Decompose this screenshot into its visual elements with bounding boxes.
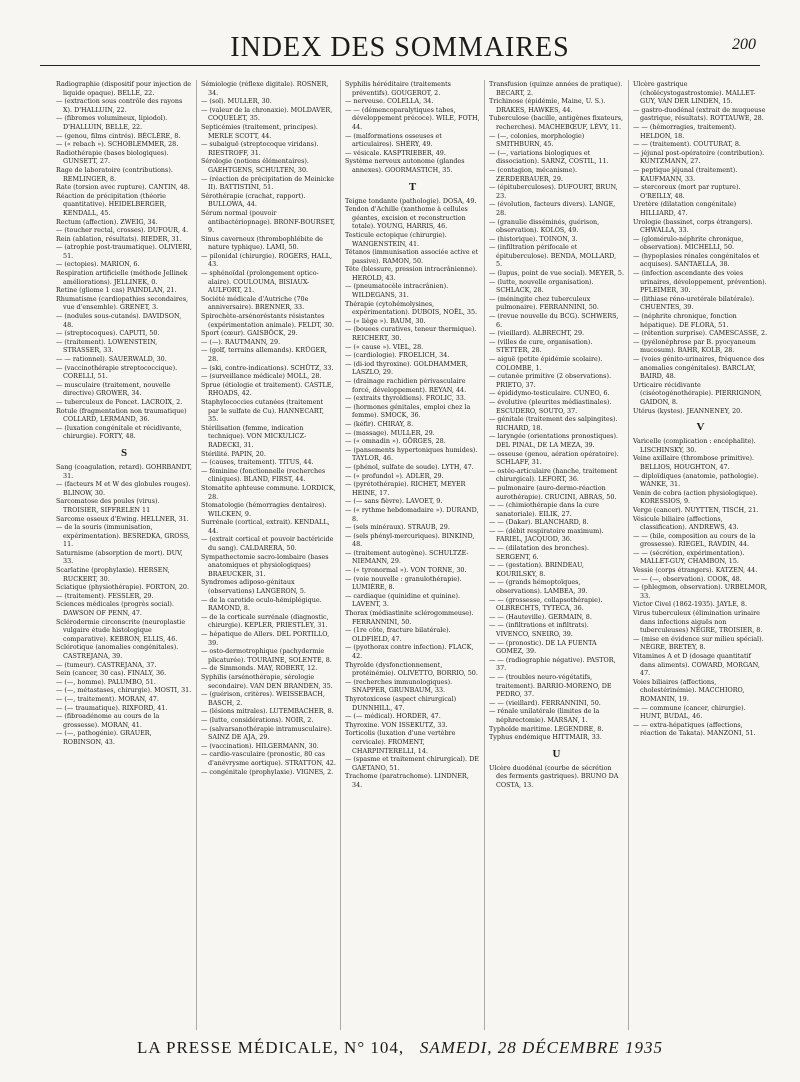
index-entry: — — (sécrétion, expérimentation). MALLET-GUY, CHAMBON, 15.: [633, 548, 745, 566]
index-entry: — (« rebach »). SCHOBLEMMER, 28.: [56, 140, 179, 149]
index-entry: — (salvarsanothérapie intramusculaire). SAINZ DE AJA, 29.: [201, 724, 332, 742]
index-entry: — — (gestation). BRINDEAU, KOURILSKY, 8.: [489, 561, 584, 578]
index-entry: — cardio-vasculaire (pronostic, 80 cas d'anévrysme aortique). STRATTON, 42.: [201, 750, 336, 767]
index-entry: — subaiguë (streptocoque viridans). RIESTROFF, 31.: [201, 140, 319, 157]
index-entry: — (pansements hypertoniques humides). TAYLOR, 46.: [345, 445, 478, 463]
index-entry: — (infiltration périfocale et épituberculose). BENDA, MOLLARD, 5.: [489, 243, 617, 269]
index-entry: Typhoïde maritime. LEGENDRE, 8.: [489, 724, 604, 733]
index-entry: — sphénoïdal (prolongement optico-alaire). COULOUMA, BISIAUX-AULFORT, 21.: [201, 269, 319, 295]
index-entry: Ulcère gastrique (cholécystogastrostomie). MALLET-GUY, VAN DER LINDEN, 15.: [633, 80, 756, 106]
index-entry: — — (démencoparalytiques tabes, développement précoce). WILE, FOTH, 44.: [345, 105, 480, 131]
page-footer: [40, 1038, 760, 1058]
index-entry: — (facteurs M et W des globules rouges). BLINOW, 30.: [56, 480, 191, 497]
index-entry: — génitale (traitement des salpingites). RICHARD, 18.: [489, 415, 618, 432]
index-entry: — (vaccinothérapie streptococcique). CORELLI, 51.: [56, 363, 178, 381]
index-entry: — (toucher rectal, crosses). DUFOUR, 4.: [56, 226, 189, 235]
index-entry: — (causes, traitement). TITUS, 44.: [201, 458, 314, 467]
index-entry: — aiguë (petite épidémie scolaire). COLOMBE, 1.: [489, 355, 603, 372]
index-entry: — — (traitement). COUTURAT, 8.: [633, 140, 741, 149]
index-entry: Stomatologie (hémorragies dentaires). WILCKEN, 9.: [201, 501, 327, 518]
index-entry: — cardiaque (quinidine et quinine). LAVENT, 3.: [345, 591, 461, 609]
index-entry: — (streptocoques). CAPUTI, 50.: [56, 329, 160, 338]
index-entry: — (sels phényl-mercuriques). BINKIND, 48.: [345, 531, 475, 549]
index-entry: — (lutte, considérations). NOIR, 2.: [201, 715, 314, 724]
index-entry: — (« profundol »). ADLER, 29.: [345, 471, 444, 480]
index-entry: Sclérotique (anomalies congénitales). CASTREJANA, 39.: [56, 643, 179, 660]
index-entry: — (—, pathogénie). GRAUER, ROBINSON, 43.: [56, 729, 152, 746]
index-entry: Sarcomatose des poules (virus). TROISIER, SIFFRELEN 11: [56, 497, 160, 514]
index-entry: — (méningite chez tuberculeux pulmonaire). FERRANNINI, 50.: [489, 294, 599, 312]
index-entry: Syndromes adiposo-génitaux (observations) LANGERON, 5.: [201, 578, 306, 596]
index-entry: — de la carotide oculo-hémiplégique. RAMOND, 8.: [201, 595, 322, 613]
index-entry: — — (infiltrations et infiltrats). VIVENCO, SNEIRO, 39.: [489, 621, 589, 638]
index-entry: — (massage). MULLER, 29.: [345, 428, 435, 437]
index-entry: — (extrait cortical et pouvoir bactéricide du sang). CALDARERA, 50.: [201, 535, 334, 553]
index-entry: Teigne tondante (pathologie). DOSA, 49.: [345, 196, 477, 205]
index-entry: — pulmonaire (auro-dermo-réaction aurothérapie). CRUCINI, ABRAS, 50.: [489, 483, 617, 501]
section-letter: U: [552, 747, 561, 760]
index-entry: — (drainage rachidien périvasculaire forcé, développement). REYAN, 44.: [345, 377, 467, 394]
index-entry: — (—). RAUTMANN, 29.: [201, 337, 281, 346]
index-entry: — (traitement autogène). SCHULTZE-NIEMANN, 29.: [345, 548, 469, 566]
index-entry: Sang (coagulation, retard). GOHRBANDT, 31.: [56, 462, 192, 480]
index-entry: Sympathectomie sacro-lombaire (bases anatomiques et physiologiques) BRAEUCKER, 31.: [201, 552, 329, 578]
index-entry: — évolutive (pleurites médiastinales). ESCUDERO, SOUTO, 37.: [489, 397, 612, 415]
index-entry: — gastro-duodénal (extrait de muqueuse gastrique, résultats). ROTTAUWE, 28.: [633, 105, 766, 123]
index-entry: — (lésions mitrales). LUTEMBACHER, 8.: [201, 707, 334, 716]
index-entry: — (—, traitement). MORAN, 47.: [56, 694, 159, 703]
index-entry: Radiothérapie (bases biologiques). GUNSETT, 27.: [56, 148, 169, 166]
index-entry: — de Simmonds. MAY, ROBERT, 12.: [201, 664, 318, 673]
index-entry: — (pyothorax contre infection). FLACK, 42.: [345, 643, 474, 660]
index-entry: — (sol). MULLER, 30.: [201, 97, 272, 106]
index-entry: — (mise en évidence sur milieu spécial). NÈGRE, BRETEY, 8.: [633, 634, 764, 652]
index-entry: Stomatite aphteuse commune. LORDICK, 28.: [201, 483, 336, 501]
index-entry: — (spasme et traitement chirurgical). DE GAETANO, 51.: [345, 755, 479, 772]
index-entry: — (malformations osseuses et articulaires). SHÉRY, 49.: [345, 131, 442, 149]
index-entry: Tuberculose (bacille, antigènes fixateurs, recherches). MACHEBŒUF, LÉVY, 11.: [489, 114, 624, 131]
index-column: [196, 80, 340, 1030]
index-entry: — (rétention surprise). CAMESCASSE, 2.: [633, 329, 768, 338]
index-entry: — (fibroadénome au cours de la grossesse). MORAN, 41.: [56, 712, 160, 729]
index-entry: Urticaire récidivante (ciséotogénothérapie). PIERRIGNON, GAIDON, 8.: [633, 380, 762, 406]
index-entry: Thérapie (cytohémolysines, expérimentation). DUBOIS, NOËL, 35.: [345, 299, 478, 317]
index-entry: Thyroïde (dysfonctionnement, protéinémie). OLIVETTO, BORRIO, 50.: [345, 660, 478, 678]
index-entry: — (kéfir). CHIRAY, 8.: [345, 419, 414, 428]
index-entry: — (« tyronormal »). VON TORNE, 30.: [345, 566, 467, 575]
index-entry: Veine axillaire (thrombose primitive). BELLIOS, HOUGHTON, 47.: [633, 454, 755, 471]
index-entry: — vésicale. KASPTRIEBER, 49.: [345, 148, 446, 157]
index-entry: Sciences médicales (progrès social). DAWSON OF PENN, 47.: [56, 600, 174, 618]
index-entry: — — (bile, composition au cours de la grossesse). RIEGEL, RAVDIN, 44.: [633, 531, 756, 549]
index-entry: — diploïdiques (anatomie, pathologie). WANKE, 31.: [633, 471, 759, 489]
index-entry: — (voie nouvelle : granulothérapie). LUMIÈRE, 8.: [345, 574, 462, 592]
index-entry: Tétanos (immunisation associée active et passive). RAMON, 50.: [345, 248, 479, 265]
index-entry: Testicule ectopique (chirurgie). WANGENSTEIN, 41.: [345, 230, 447, 248]
index-entry: — — (dilatation des bronches). SERGENT, 6.: [489, 544, 589, 561]
index-entry: Rhumatisme (cardiopathies secondaires, vue d'ensemble). GRENET, 3.: [56, 294, 189, 312]
index-entry: — peptique jéjunal (traitement). KAUFMANN, 33.: [633, 165, 738, 183]
index-entry: — (hormones génitales, emploi chez la femme). SMOCK, 36.: [345, 402, 471, 420]
index-entry: — (« liège »). BAUM, 30.: [345, 316, 426, 325]
index-entry: Tête (blessure, pression intracrânienne). HEROLD, 43.: [345, 265, 478, 282]
index-entry: — congénitale (prophylaxie). VIGNES, 2.: [201, 767, 334, 776]
index-entry: Scarlatine (prophylaxie). HERSEN, RUCKERT, 30.: [56, 566, 170, 583]
index-entry: — (extraits thyroïdiens). FROLIC, 33.: [345, 394, 466, 403]
index-entry: Virus tuberculeux (élimination urinaire dans infections aiguës non tuberculeuses) NÈGRE, TROISIER, 8.: [633, 609, 763, 635]
index-entry: Rein (ablation, résultats). RIEDER, 31.: [56, 234, 182, 243]
index-entry: — (pyrétothérapie). RICHET, MEYER HEINE, 17.: [345, 480, 466, 497]
index-entry: Retine (gliome 1 cas) PAINDLAN, 21.: [56, 286, 177, 295]
footer-journal: LA PRESSE MÉDICALE, N° 104,: [137, 1038, 405, 1057]
section-letter: V: [696, 421, 705, 434]
index-entry: Sport (cœur). GAISBÖCK, 29.: [201, 329, 298, 338]
index-entry: — (1re côte, fracture bilatérale). OLDFIELD, 47.: [345, 626, 451, 643]
index-entry: Syphilis (arsénothérapie, sérologie secondaire). VAN DEN BRANDEN, 35.: [201, 672, 333, 690]
index-columns: [52, 80, 772, 1030]
index-entry: — (— traumatique). RIXFORD, 41.: [56, 703, 168, 712]
section-letter: T: [408, 180, 417, 193]
index-column: [628, 80, 772, 1030]
index-column: [52, 80, 196, 1030]
index-entry: Thyroxine. VON ISSEKUTZ, 33.: [345, 720, 448, 729]
index-entry: — — (—, observation). COOK, 48.: [633, 574, 742, 583]
index-entry: — (tumeur). CASTREJANA, 37.: [56, 660, 157, 669]
index-entry: Rectum (affection). ZWEIG, 34.: [56, 217, 158, 226]
index-entry: Varicelle (complication : encéphalite). LISCHINSKY, 30.: [633, 437, 756, 454]
index-entry: — (—, métastases, chirurgie). MOSTI, 31.: [56, 686, 192, 695]
index-entry: Sérum normal (pouvoir antibactériopnage). BRONF-BOURSET, 9.: [201, 208, 336, 235]
index-entry: — (infection ascendante des voies urinaires, développement, prévention). PFLEIMER, 30.: [633, 269, 767, 295]
index-entry: — — (Hauteville). GERMAIN, 8.: [489, 612, 592, 621]
index-entry: — (pneumatocèle intracrânien). WILDEGANS, 31.: [345, 282, 449, 300]
index-entry: — (—, variations biologiques et dissociation). SARNZ, COSTIL, 11.: [489, 148, 609, 166]
index-entry: Trichinose (épidémie, Maine, U. S.). DRAKES, HAWKES, 44.: [489, 97, 606, 114]
index-entry: Stérilisation (femme, indication technique). VON MICKULICZ-RADECKI, 31.: [201, 423, 307, 449]
index-entry: — (néphrite chronique, fonction hépatique). DE FLORA, 51.: [633, 312, 737, 329]
index-entry: Sclérodermie circonscrite (neuroplastie vulgaire étude histologique comparative). KEBRON, ELLIS, 46.: [56, 617, 186, 643]
index-entry: — — (Dakar). BLANCHARD, 8.: [489, 518, 589, 527]
index-entry: Sprue (étiologie et traitement). CASTLE, RHOADS, 42.: [201, 380, 334, 398]
index-entry: — — extra-hépatiques (affections, réaction de Takata). MANZONI, 51.: [633, 720, 756, 738]
index-entry: Vitamines A et D (dosage quantitatif dans aliments). COWARD, MORGAN, 47.: [633, 652, 760, 678]
index-entry: — (sels minéraux). STRAUB, 29.: [345, 523, 450, 532]
index-entry: — (vieillard). ALBRECHT, 29.: [489, 329, 585, 338]
index-entry: — (traitement). LOWENSTEIN, STRASSER, 33.: [56, 337, 158, 355]
index-entry: Rate (torsion avec rupture). CANTIN, 48.: [56, 183, 190, 192]
index-entry: Torticolis (luxation d'une vertèbre cervicale). FROMENT, CHARPINTERELLI, 14.: [345, 729, 456, 755]
index-entry: — (contagion, mécanisme). ZERDERBAUER, 29.: [489, 165, 578, 183]
index-entry: — — (troubles neuro-végétatifs, traitement). BARRIO-MORENO, DE PEDRO, 37.: [489, 672, 612, 699]
index-entry: — (granulie disséminés, guérison, observation). KOLOS, 49.: [489, 217, 600, 235]
index-entry: — stercoreux (mort par rupture). O'REILLY, 48.: [633, 183, 741, 200]
footer-date: SAMEDI, 28 DÉCEMBRE 1935: [419, 1038, 663, 1057]
index-entry: — de la corticale surrénale (diagnostic, chirurgie). KEPLER, PRIESTLEY, 31.: [201, 612, 329, 630]
index-entry: — (revue nouvelle du BCG). SCHWERS, 6.: [489, 312, 619, 329]
index-entry: — — (vieillard). FERRANNINI, 50.: [489, 698, 601, 707]
index-entry: Trachome (paratrachome). LINDNER, 34.: [345, 772, 469, 789]
index-entry: — (—, homme). PALUMBO, 51.: [56, 677, 156, 686]
index-entry: — (atrophie post-traumatique). OLIVIERI, 51.: [56, 243, 192, 260]
index-entry: Uretère (dilatation congénitale) HILLIARD, 47.: [633, 200, 737, 217]
index-entry: Respiration artificielle (méthode Jellinek améliorations). JELLINEK, 0.: [56, 269, 188, 286]
index-entry: — — (débit respiratoire maximum). FARIEL, JACQUOD, 36.: [489, 526, 604, 544]
index-entry: — féminine (fonctionnelle (recherches cliniques). BLAND, FIRST, 44.: [201, 466, 326, 484]
index-entry: — (ski, contre-indications). SCHÜTZ, 33.: [201, 363, 334, 372]
index-column: [484, 80, 628, 1030]
index-entry: — (voies génito-urinaires, fréquence des anomalies congénitales). BARCLAY, BAIRD, 48.: [633, 355, 765, 381]
page-header: [40, 26, 760, 66]
index-entry: — osseuse (genou, aération opératoire). SCHLAFF, 31.: [489, 449, 619, 467]
index-entry: Voies biliaires (affections, cholestérinémie). MACCHIORO, ROMANIN, 19.: [633, 677, 745, 703]
index-entry: Venin de cobra (action physiologique). KORESSIOS, 9.: [633, 488, 758, 506]
index-entry: — — commune (cancer, chirurgie). HUNT, BUDAL, 46.: [633, 703, 746, 721]
index-entry: Système nerveux autonome (glandes annexes). GOORMASTICH, 35.: [345, 157, 465, 174]
index-entry: Typhus endémique HITTMAIR, 33.: [489, 733, 602, 742]
index-entry: — laryngée (orientations pronostiques). DEL PINAL, DE LA MEZA, 39.: [489, 432, 618, 449]
index-entry: — (ectopies). MARION, 6.: [56, 260, 140, 269]
index-entry: Sérologie (notions élémentaires). GAEHTGENS, SCHULTEN, 30.: [201, 157, 309, 174]
index-entry: Sarcome osseux d'Ewing. HELLNER, 31.: [56, 514, 189, 523]
index-entry: — rénale unilatérale (limites de la néphrectomie). MARSAN, 1.: [489, 707, 600, 724]
index-entry: — (« rythme hebdomadaire »). DURAND, 8.: [345, 505, 479, 523]
index-entry: — — (chimiothérapie dans la cure sanatoriale). EILIK, 27.: [489, 501, 600, 518]
index-entry: — — rationnel). SAUERWALD, 30.: [56, 355, 167, 363]
index-entry: — — (pronostic). DE LA FUENTA GOMEZ, 39.: [489, 638, 597, 656]
index-entry: — — (hémorragies, traitement). HELDON, 18.: [633, 122, 737, 140]
index-entry: Radiographie (dispositif pour injection de liquide opaque). BELLE, 22.: [56, 80, 192, 97]
index-entry: Rage de laboratoire (contributions). REMLINGER, 8.: [56, 165, 173, 183]
index-entry: — (cardiologie). FROELICH, 34.: [345, 351, 450, 360]
index-entry: — — (radiographie négative). PASTOR, 37.: [489, 655, 616, 673]
index-entry: — (— médical). HORDER, 47.: [345, 712, 441, 721]
index-entry: — musculaire (traitement, nouvelle directive) GROWER, 34.: [56, 380, 171, 398]
index-entry: — osto-dermotrophique (pachydermie plicaturée). TOURAINE, SOLENTE, 8.: [201, 647, 332, 664]
index-entry: Sémiologie (réflexe digitale). ROSNER, 34.: [201, 80, 329, 97]
index-entry: Saturnisme (absorption de mort). DUV, 33.: [56, 548, 183, 566]
index-entry: Vésicule biliaire (affections, classification). ANDREWS, 43.: [633, 514, 739, 532]
index-entry: Sinus caverneux (thrombophlébite de nature typhique). LAMI, 50.: [201, 234, 323, 252]
index-entry: — (pyélonéphrose par B. pyocyaneum mucosum). BAHR, KOLB, 28.: [633, 337, 756, 355]
index-entry: — (bouees curatives, teneur thermique). REICHERT, 30.: [345, 325, 477, 343]
index-entry: — cutanée primitive (2 observations). PRIETO, 37.: [489, 372, 611, 389]
index-entry: Thorax (médiastinite sclérogommeuse). FERRANNINI, 50.: [345, 609, 474, 626]
index-entry: — (historique). TOINON, 3.: [489, 234, 578, 243]
index-entry: Urologie (bassinet, corps étrangers). CHWALLA, 33.: [633, 217, 753, 235]
index-entry: Thyrotoxicose (aspect chirurgical) DUNNHILL, 47.: [345, 694, 457, 712]
index-entry: — (« cause »). VIEL, 28.: [345, 342, 424, 351]
index-entry: — (« omnadin »). GÖRGES, 28.: [345, 437, 446, 446]
index-entry: — (— sans fièvre). LAVOET, 9.: [345, 497, 443, 506]
index-entry: — (évolution, facteurs divers). LANGE, 28.: [489, 200, 616, 217]
index-entry: Sérothérapie (crachat, rapport). BULLOWA, 44.: [201, 191, 306, 209]
index-entry: — hépatique de Allers. DEL PORTILLO, 39.: [201, 630, 330, 647]
index-entry: Syphilis héréditaire (traitements préventifs). GOUGEROT, 2.: [345, 80, 451, 97]
index-entry: — nerveuse. COLELLA, 34.: [345, 97, 434, 106]
index-entry: — (traitement). FESSLER, 29.: [56, 591, 154, 600]
index-entry: — — (grossesse, collapsothérapie). OLBRECHTS, TYTECA, 36.: [489, 595, 603, 613]
index-entry: Rotule (fragmentation non traumatique) COLLARD, LERMAND, 36.: [56, 406, 187, 424]
index-entry: Sciatique (physiothérapie). FORTON, 20.: [56, 583, 190, 592]
page-number: 200: [732, 36, 756, 53]
index-entry: — — (grands hémoptoïques, observations). LAMBEA, 39.: [489, 578, 588, 596]
section-letter: S: [120, 446, 128, 459]
index-entry: — (—, colonies, morphologie) SMITHBURN, 45.: [489, 131, 585, 149]
index-entry: — (phlegmon, observation). URBELMOR, 33.: [633, 583, 768, 600]
page-title: INDEX DES SOMMAIRES: [230, 32, 570, 63]
index-entry: — (vaccination). HILGERMANN, 30.: [201, 741, 319, 750]
index-entry: Surrénale (cortical, extrait). KENDALL, 44.: [201, 518, 330, 535]
index-entry: — (fibromes volumineux, lipiodol). D'HALLUIN, BELLE, 22.: [56, 114, 168, 131]
index-entry: — (nodules sous-cutanés). DAVIDSON, 48.: [56, 312, 182, 329]
index-entry: — (hypoplasies rénales congénitales et acquises). SANTAELLA, 38.: [633, 251, 760, 269]
index-entry: — jéjunal post-opératoire (contribution). KUNTZMANN, 27.: [633, 148, 765, 166]
index-entry: — (golf, terrains allemands). KRÜGER, 28.: [201, 346, 328, 363]
index-entry: — (lupus, point de vue social). MEYER, 5.: [489, 269, 624, 278]
index-entry: Utérus (kystes). JEANNENEY, 20.: [633, 406, 743, 415]
index-entry: — (surveillance médicale) MOLL, 28.: [201, 372, 322, 381]
index-entry: — (genou, films cintrés). BÉCLÈRE, 8.: [56, 131, 181, 140]
index-entry: — (lutte, nouvelle organisation). SCHLACK, 28.: [489, 277, 594, 295]
index-entry: Transfusion (quinze années de pratique). BECART, 2.: [489, 80, 623, 97]
index-entry: — (épituberculoses). DUFOURT, BRUN, 23.: [489, 183, 618, 200]
index-entry: Vessie (corps étrangers). KATZEN, 44.: [633, 566, 758, 575]
index-entry: — ostéo-articulaire (hanche, traitement chirurgical). LEFORT, 36.: [489, 466, 618, 484]
index-entry: — (guérison, critères). WEISSEBACH, BASCH, 2.: [201, 690, 325, 707]
index-entry: Société médicale d'Autriche (70e anniversaire). BRENNER, 33.: [201, 294, 309, 312]
index-entry: — épididymo-testiculaire. CUNEO, 6.: [489, 389, 610, 398]
index-entry: — (di-iod thyroxine). GOLDHAMMER, LASZLO, 29.: [345, 359, 469, 377]
index-entry: Spirochète-arsénoréstants résistantes (expérimentation animale). FELDT, 30.: [201, 312, 335, 329]
index-entry: Stérilité. PAPIN, 20.: [201, 449, 266, 458]
index-entry: — (luxation congénitale et récidivante, chirurgie). FORTY, 48.: [56, 423, 182, 441]
index-entry: Ulcère duodénal (courbe de sécrétion des ferments gastriques). BRUNO DA COSTA, 13.: [489, 763, 619, 789]
index-entry: — (réaction de précipitation de Meinicke II). BATTISTINI, 51.: [201, 174, 334, 192]
index-entry: Sein (cancer, 30 cas). FINALY, 36.: [56, 669, 167, 678]
index-entry: Réaction de précipitation (théorie quantitative). HEIDELBERGER, KENDALL, 45.: [56, 191, 167, 217]
index-entry: Staphylococcies cutanées (traitement par le sulfate de Cu). HANNECART, 35.: [201, 397, 324, 424]
header-rule: [40, 65, 760, 66]
index-entry: Victor Civel (1862-1935). JAYLE, 8.: [633, 600, 747, 609]
index-column: [340, 80, 484, 1030]
index-entry: — (glomérulo-néphrite chronique, observation). MICHELLI, 50.: [633, 234, 744, 252]
index-entry: — pilonidal (chirurgie). ROGERS, HALL, 43.: [201, 251, 333, 269]
index-entry: — tuberculeux de Poncet. LACROIX, 2.: [56, 397, 183, 406]
index-entry: Tendon d'Achille (xanthome à cellules géantes, excision et reconstruction totale). YOUNG, HARRIS, 46.: [345, 205, 468, 231]
index-entry: Verge (cancer). NUYTTEN, TISCH, 21.: [633, 505, 759, 514]
index-entry: — (lithiase réno-uretérale bilatérale). CHUENTES, 39.: [633, 294, 755, 312]
index-entry: — de la souris (immunisation, expérimentation). BESREDKA, GROSS, 11.: [56, 523, 190, 549]
index-entry: — (phénol, sulfate de soude). LYTH, 47.: [345, 462, 474, 471]
index-entry: — (villes de cure, organisation). STETTER, 28.: [489, 337, 593, 355]
index-entry: — (valeur de la chronaxie). MOLDAVER, COQUELET, 35.: [201, 105, 333, 123]
index-entry: — (recherches immunologiques). SNAPPER, GRUNBAUM, 33.: [345, 677, 453, 695]
index-entry: — (extraction sous contrôle des rayons X). D'HALLUIN, 22.: [56, 97, 183, 114]
index-entry: Septicémies (traitement, principes). MERLE SCOTT, 44.: [201, 122, 318, 140]
